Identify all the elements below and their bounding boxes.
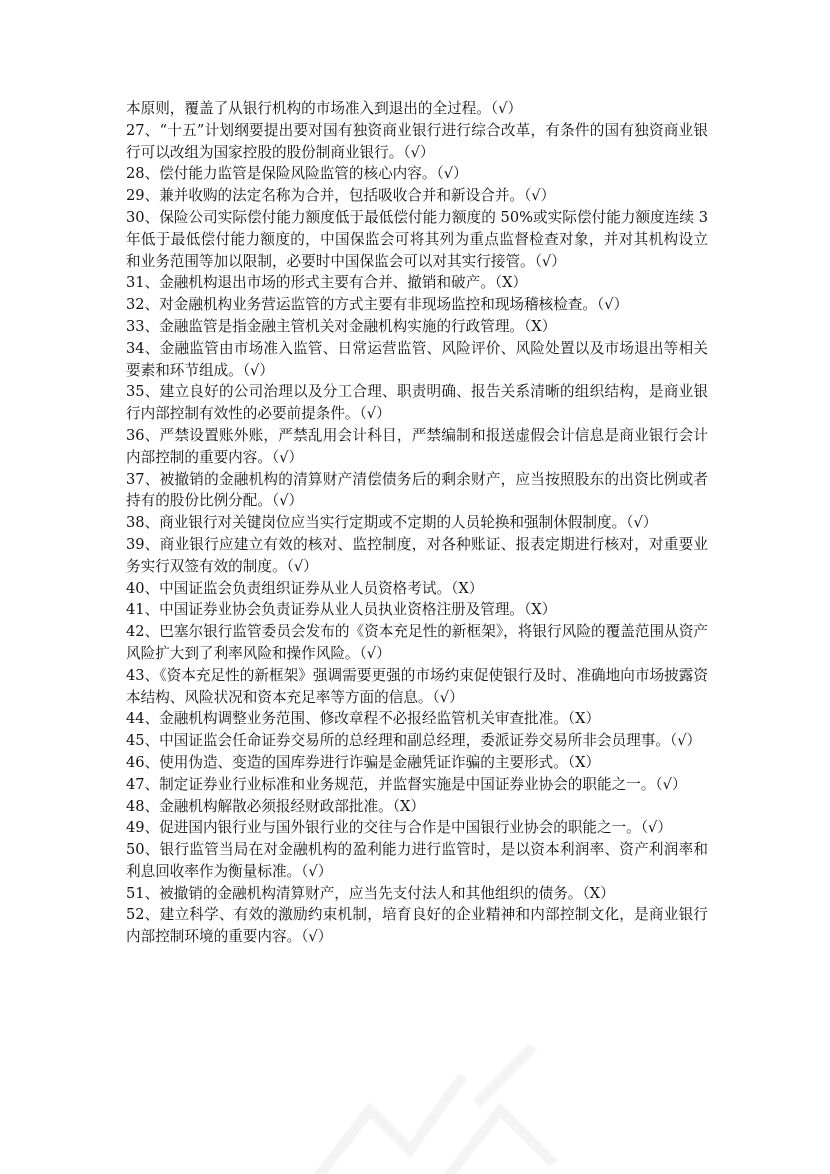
paragraph-45: 45、中国证监会任命证券交易所的总经理和副总经理，委派证券交易所非会员理事。（√） [126, 732, 702, 750]
paragraph-51: 51、被撤销的金融机构清算财产，应当先支付法人和其他组织的债务。（X） [126, 884, 615, 902]
document-body [126, 98, 708, 948]
paragraph-33: 33、金融监管是指金融主管机关对金融机构实施的行政管理。（X） [126, 317, 557, 335]
paragraph-42: 42、巴塞尔银行监管委员会发布的《资本充足性的新框架》，将银行风险的覆盖范围从资产风险扩大到了利率风险和操作风险。（√） [126, 623, 708, 662]
paragraph-38: 38、商业银行对关键岗位应当实行定期或不定期的人员轮换和强制休假制度。（√） [126, 514, 658, 532]
paragraph-28: 28、偿付能力监管是保险风险监管的核心内容。（√） [126, 165, 468, 183]
paragraph-50: 50、银行监管当局在对金融机构的盈利能力进行监管时，是以资本利润率、资产利润率和利息回收率作为衡量标准。（√） [126, 841, 708, 880]
paragraph-41: 41、中国证券业协会负责证券从业人员执业资格注册及管理。（X） [126, 601, 557, 619]
paragraph-43: 43、《资本充足性的新框架》强调需要更强的市场约束促使银行及时、准确地向市场披露资本结构、风险状况和资本充足率等方面的信息。（√） [126, 666, 708, 706]
paragraph-40: 40、中国证监会负责组织证券从业人员资格考试。（X） [126, 579, 484, 597]
paragraph-48: 48、金融机构解散必须报经财政部批准。（X） [126, 797, 425, 815]
paragraph-37: 37、被撤销的金融机构的清算财产清偿债务后的剩余财产，应当按照股东的出资比例或者持有的股份比例分配。（√） [126, 470, 708, 510]
paragraph-34: 34、金融监管由市场准入监管、日常运营监管、风险评价、风险处置以及市场退出等相关要素和环节组成。（√） [126, 339, 708, 379]
paragraph-intro: 本原则，覆盖了从银行机构的市场准入到退出的全过程。（√） [126, 100, 523, 117]
paragraph-46: 46、使用伪造、变造的国库券进行诈骗是金融凭证诈骗的主要形式。（X） [126, 753, 601, 771]
paragraph-31: 31、金融机构退出市场的形式主要有合并、撤销和破产。（X） [126, 274, 528, 292]
paragraph-36: 36、严禁设置账外账，严禁乱用会计科目，严禁编制和报送虚假会计信息是商业银行会计内部控制的重要内容。（√） [126, 426, 708, 466]
paragraph-35: 35、建立良好的公司治理以及分工合理、职责明确、报告关系清晰的组织结构，是商业银行内部控制有效性的必要前提条件。（√） [126, 383, 708, 423]
paragraph-49: 49、促进国内银行业与国外银行业的交往与合作是中国银行业协会的职能之一。（√） [126, 819, 672, 837]
paragraph-27: 27、“十五”计划纲要提出要对国有独资商业银行进行综合改革，有条件的国有独资商业银行可以改组为国家控股的股份制商业银行。（√） [126, 121, 708, 161]
paragraph-29: 29、兼并收购的法定名称为合并，包括吸收合并和新设合并。（√） [126, 187, 556, 205]
paragraph-39: 39、商业银行应建立有效的核对、监控制度，对各种账证、报表定期进行核对，对重要业务实行双签有效的制度。（√） [126, 535, 708, 575]
paragraph-30: 30、保险公司实际偿付能力额度低于最低偿付能力额度的 50%或实际偿付能力额度连续 3 年低于最低偿付能力额度的，中国保监会可将其列为重点监督检查对象，并对其机构设立和业务范围等加以限制，必要时中国保监会可以对其实行接管。（√） [126, 208, 708, 270]
paragraph-44: 44、金融机构调整业务范围、修改章程不必报经监管机关审查批准。（X） [126, 710, 601, 728]
watermark-graphic [300, 1040, 580, 1174]
paragraph-47: 47、制定证券业行业标准和业务规范，并监督实施是中国证券业协会的职能之一。（√） [126, 775, 687, 793]
paragraph-52: 52、建立科学、有效的激励约束机制，培育良好的企业精神和内部控制文化，是商业银行内部控制环境的重要内容。（√） [126, 906, 708, 946]
paragraph-32: 32、对金融机构业务营运监管的方式主要有非现场监控和现场稽核检查。（√） [126, 296, 629, 314]
